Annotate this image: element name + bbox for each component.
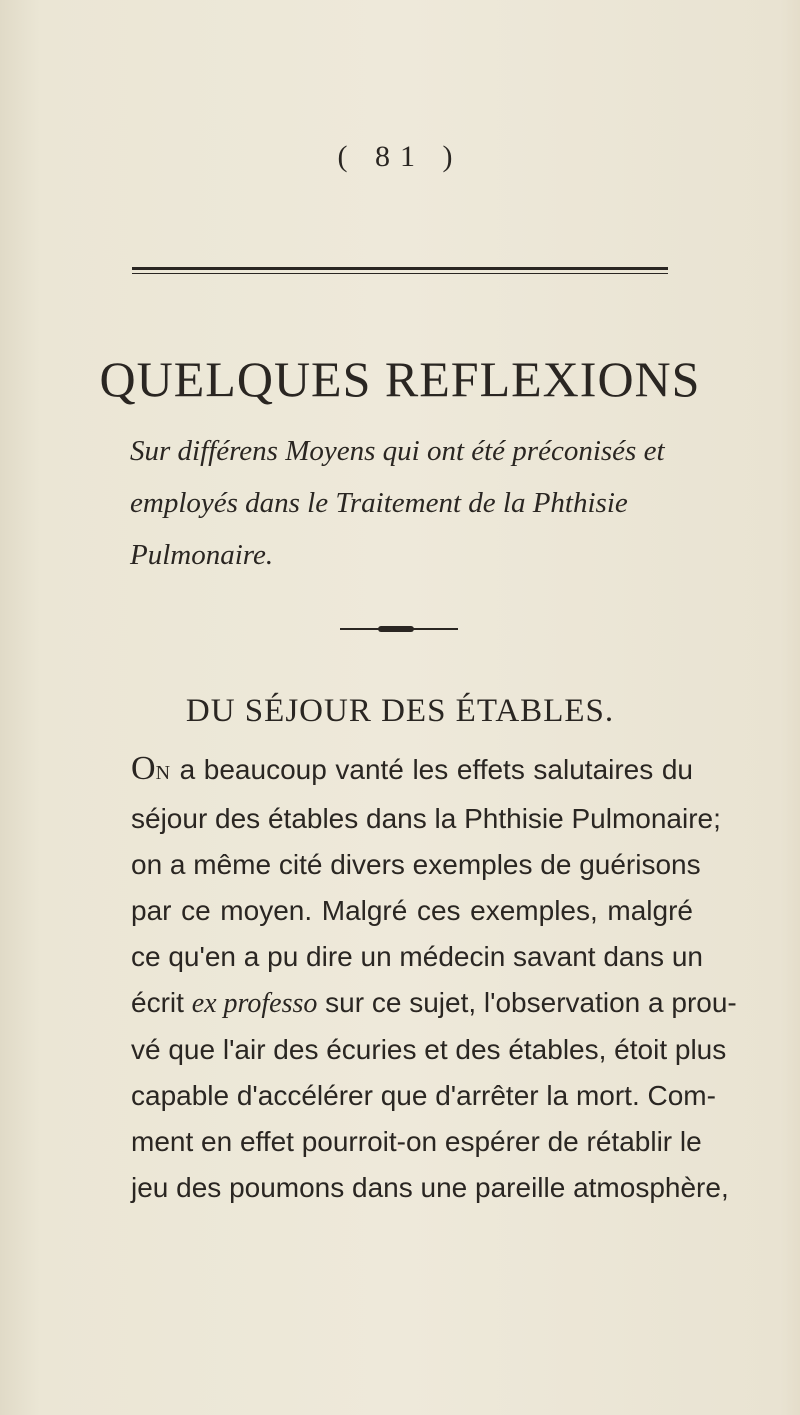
text-line bbox=[131, 980, 737, 1027]
text-line: on a même cité divers exemples de guérisons bbox=[131, 849, 701, 880]
chapter-title: QUELQUES REFLEXIONS bbox=[99, 351, 701, 407]
text-line: vé que l'air des écuries et des étables, étoit plus bbox=[131, 1034, 727, 1065]
text-line: capable d'accélérer que d'arrêter la mort. Com- bbox=[131, 1080, 716, 1111]
header-rule bbox=[132, 267, 668, 270]
subtitle-line: employés dans le Traitement de la Phthisie bbox=[130, 487, 628, 519]
text-line: ment en effet pourroit-on espérer de rétablir le bbox=[131, 1126, 702, 1157]
page-number: ( 81 ) bbox=[337, 140, 463, 173]
text-line: ce qu'en a pu dire un médecin savant dans un bbox=[131, 941, 703, 972]
body-paragraph bbox=[131, 746, 737, 1211]
text-fragment: a beaucoup vanté les effets salutaires du bbox=[171, 754, 693, 785]
text-line: par ce moyen. Malgré ces exemples, malgré bbox=[131, 895, 693, 926]
text-line bbox=[131, 746, 693, 796]
text-line: jeu des poumons dans une pareille atmosphère, bbox=[131, 1172, 729, 1203]
text-fragment: écrit bbox=[131, 987, 192, 1018]
subtitle-line: Pulmonaire. bbox=[130, 539, 274, 571]
ornament-divider bbox=[340, 626, 458, 632]
header-rule-thin bbox=[132, 273, 668, 274]
subtitle-line: Sur différens Moyens qui ont été préconisés et bbox=[130, 435, 665, 467]
italic-phrase: ex professo bbox=[191, 988, 318, 1019]
text-line: séjour des étables dans la Phthisie Pulmonaire; bbox=[131, 803, 721, 834]
text-fragment: sur ce sujet, l'observation a prou- bbox=[317, 987, 737, 1018]
chapter-subtitle bbox=[130, 425, 690, 581]
ornament-bump bbox=[378, 626, 414, 632]
small-capital: N bbox=[155, 762, 172, 784]
drop-capital: O bbox=[131, 750, 156, 787]
section-heading: DU SÉJOUR DES ÉTABLES. bbox=[185, 693, 615, 729]
